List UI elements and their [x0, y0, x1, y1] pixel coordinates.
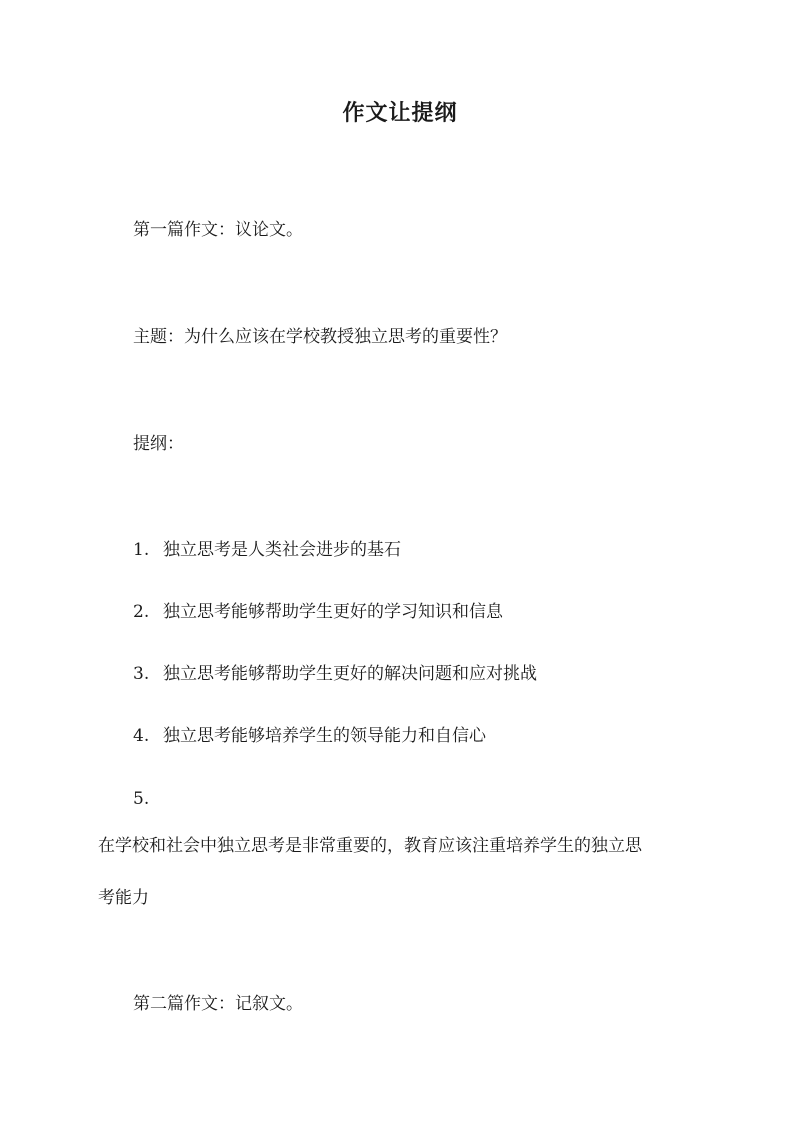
outline-item-text: 独立思考能够帮助学生更好的学习知识和信息 [163, 602, 503, 622]
outline-item-text: 独立思考能够帮助学生更好的解决问题和应对挑战 [163, 664, 537, 684]
outline-item-4 [133, 724, 486, 748]
outline-item-number: 1. [133, 540, 150, 560]
document-title: 作文让提纲 [342, 100, 458, 126]
outline-item-number: 4. [133, 726, 150, 746]
outline-item-number: 2. [133, 602, 150, 622]
outline-item-number: 3. [133, 664, 150, 684]
essay1-heading: 第一篇作文：议论文。 [133, 220, 303, 240]
essay1-outline-label: 提纲： [133, 434, 184, 454]
essay1-topic: 主题：为什么应该在学校教授独立思考的重要性？ [133, 327, 507, 347]
outline-item-number: 5. [133, 789, 150, 809]
outline-item-3 [133, 662, 537, 686]
outline-item-1 [133, 538, 401, 562]
essay1-conclusion-line2: 考能力 [98, 888, 149, 908]
outline-item-5 [133, 787, 163, 811]
outline-item-2 [133, 600, 503, 624]
essay2-heading: 第二篇作文：记叙文。 [133, 994, 303, 1014]
essay1-conclusion-line1: 在学校和社会中独立思考是非常重要的，教育应该注重培养学生的独立思 [98, 836, 642, 856]
outline-item-text: 独立思考能够培养学生的领导能力和自信心 [163, 726, 486, 746]
outline-item-text: 独立思考是人类社会进步的基石 [163, 540, 401, 560]
